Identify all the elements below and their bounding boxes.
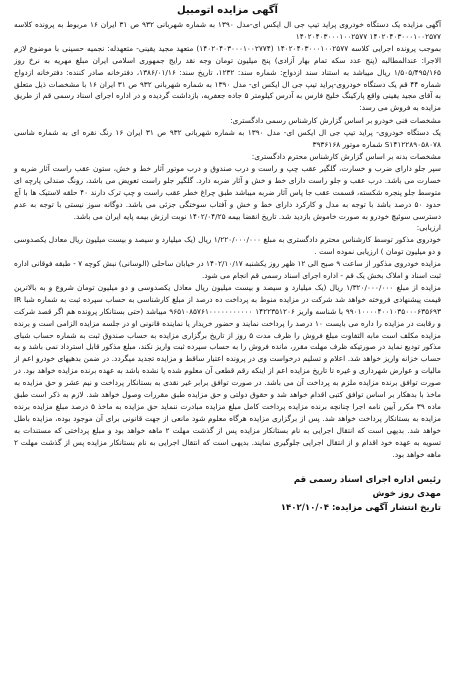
auction-time-place-paragraph: مزایده خودروی مذکور از ساعت ۹ صبح الی ۱۲ ظهر روز یکشنبه ۱۴۰۲/۱۰/۱۷ در خیابان ساحلی (الوسانی) نبش کوچه ۷ - طبقه فوقانی اداره ثبت اسناد و املاک بخش یک قم - اداره اجرای اسناد رسمی قم انجام می شود. — [14, 259, 441, 281]
technical-specs-heading: مشخصات فنی خودرو بر اساس گزارش کارشناس رسمی دادگستری: — [230, 116, 441, 126]
signatory-name: مهدی روز خوش — [372, 488, 441, 499]
valuation-paragraph: خودروی مذکور توسط کارشناس محترم دادگستری به مبلغ ۱/۲۲۰/۰۰۰/۰۰۰ ریال (یک میلیارد و سیصد و بیست میلیون ریال معادل یکصدوسی و دو میلیون تومان ) ارزیابی نموده است . — [14, 235, 441, 257]
publication-date: تاریخ انتشار آگهی مزایده: ۱۴۰۲/۱۰/۰۴ — [280, 502, 441, 513]
auction-terms-paragraph: مزایده از مبلغ ۱/۳۲۰/۰۰۰/۰۰۰ ریال (یک میلیارد و سیصد و بیست میلیون ریال معادل یکصدوسی و دو میلیون تومان شروع و به بالاترین قیمت پیشنهادی فروخته خواهد شد شرکت در مزایده منوط به پرداخت ده درصد از مبلغ کارشناسی به حساب سپرده ثبت به شماره شبا IR ۹۹۰۱۰۰۰۰۴۰۰۱۰۳۵۰۰۰۶۳۵۶۹۳ با شناسه واریز ۱۴۲۲۳۵۱۲۰۶ ۹۶۵۱۰۸۵۷۶۱۰۰۰۰۰۰۰۰۰۰۰ میباشد (حتی بستانکار پرونده هم اگر قصد شرکت و رقابت در مزایده را داره می بایست ۱۰ درصد را پرداخت نمایند و حضور خریدار یا نماینده قانونی او در جلسه مزایده الزامی است و برنده مزایده مکلف است مابه التفاوت مبلغ فروش را ظرف مدت ۵ روز از تاریخ برگزاری مزایده به حساب صندوق ثبت به شماره حساب شبای مذکور تودیع نماید در صورتیکه ظرف مهلت مقرر، مانده فروش را به حساب سپرده ثبت واریز نکند، مبلغ مذکور قابل استرداد نمی باشد و به حساب خزانه واریز خواهد شد. اعلام و تسلیم درخواست وی در پرونده اعتبار ساقط و مزایده تجدید میگردد. در ضمن بدهیهای خودرو اعم از مالیات و عوارض شهرداری و غیره تا تاریخ مزایده اعم از اینکه رقم قطعی آن معلوم شده یا نشده باشد به عهده برنده مزایده خواهد بود. در صورت توافق برنده مزایده ملزم به پرداخت آن می باشد. در صورت توافق برابر غیر نقدی به بستانکار پرداخت و نیم عشر و حق مزایده به ماخذ با بدهکار بر اساس توافق کتبی اقدام خواهد شد و حقوق دولتی و حق مزایده طبق مقررات وصول خواهد شد. لازم به ذکر است طبق ماده ۳۹ مکرر آیین نامه اجرا چنانچه برنده مزایده پرداخت کامل مبلغ مزایده مبادرت ننماید حق مزایده به ماخذ ۵ درصد مبلغ مزایده برنده مزایده به بستانکار پرداخت خواهد شد. پس از برگزاری مزایده هرگاه معلوم شود مانعی از جهت قانونی برای آن موجود بوده، مزایده باطل خواهد شد. بدیهی است که انتقال اجرایی به نام بستانکار مزایده پس از گذشت مهلت ۲ ماهه خواهد بود و مبلغ پرداختی که مستندات به تسویه به عهده خود اقدام و از انتقال اجرایی جلوگیری نمایند. بدیهی است که انتقال اجرایی به نام بستانکار مزایده پس از گذشت مهلت ۲ ماهه خواهد بود. — [14, 282, 442, 459]
case-details-paragraph: بموجب پرونده اجرایی کلاسه ۱۴۰۲۰۴۰۳۰۰۰۱۰۰۲۵۷۷ (۱۴۰۲۰۴۰۳۰۰۰۱۰۰۲۷۷۴) متعهد مجید یقینی- متعهدله: نجمیه حسینی با موضوع لازم الاجرا: عندالمطالبه (پنج عدد سکه تمام بهار آزادی) پنج میلیون تومان وجه نقد رایج جمهوری اسلامی ایران مبلغ مهریه به نرخ روز ۱/۵۰۵/۴۹۵/۱۶۵ ریال میباشد به استناد سند ازدواج: شماره سند: ۱۲۳۲، تاریخ سند: ۱۳۸۶/۰۱/۱۶، دفترخانه صادر کننده: دفترخانه ازدواج شماره ۴۴ قم یک دستگاه خودروی-پراید تیپ جی ال ایکس ای- مدل ۱۳۹۰ به شماره شهربانی ۹۳۲ ص ۳۱ ایران ۱۶ با مشخصات ذیل متعلق به آقای مجید یقینی واقع پارکینگ خلیج فارس به آدرس کیلومتر ۵ جاده جعفریه، بازداشت گردیده و در اداره اجرای اسناد رسمی قم از طریق مزایده به فروش می رسد: — [14, 43, 442, 113]
signatory-title: رئیس اداره اجرای اسناد رسمی قم — [293, 474, 441, 485]
notice-title: آگهی مزایده اتومبیل — [177, 5, 278, 16]
valuation-heading: ارزیابی: — [416, 223, 441, 233]
notice-heading-paragraph: آگهی مزایده یک دستگاه خودروی پراید تیپ جی ال ایکس ای-مدل ۱۳۹۰ به شماره شهربانی ۹۳۲ ص ۳۱ ایران ۱۶ مربوط به پرونده کلاسه ۱۴۰۲۰۴۰۳۰۰۰۱۰۰۲۵۷۷ ۱۴۰۲۰۴۰۳۰۰۰۱۰۰۲۵۷۷ — [14, 20, 442, 41]
vehicle-identification-paragraph: یک دستگاه خودروی- پراید تیپ جی ال ایکس ای- مدل ۱۳۹۰ به شماره شهربانی ۹۳۲ ص ۳۱ ایران ۱۶ رنگ نقره ای به شماره شاسی S۱۴۱۲۲۸۹۰۵۸۰۷۸ شماره موتور ۳۹۳۶۱۶۸ — [14, 128, 441, 150]
body-condition-paragraph: سپر جلو دارای ضرب و خسارت، گلگیر عقب چپ و راست و درب صندوق و درب موتور آثار خط و خش، ستون عقب راست آثار ضربه و خسارت می باشد. درب عقب و جلو راست دارای خط و خش و آثار ضربه دارد. گلگیر جلو راست تعویض می باشد، رونگ صندلی پارچه ای متوسط جلو پنجره شکسته، قسمت عقب جا پاس آثار ضربه میباشد طبق چراغ خطر عقب راست و چپ ترک دارند ۴۰ حلقه لاستیک ها با آچ حدود ۵۰ درصد باشد با توجه به مدل و کارکرد دارای خط و خش و آفتاب سوختگی جزئی می باشد. دوگانه سوز نیستی با توجه به عدم دسترسی سوئیچ خودرو به صورت خاموش بازدید شد. تاریخ انقضا بیمه ۱۴۰۲/۰۴/۲۵ نوبت ارزش بیمه پایه ایران می باشد. — [14, 163, 442, 221]
body-specs-heading: مشخصات بدنه بر اساس گزارش کارشناس محترم دادگستری: — [251, 151, 441, 161]
signature-block — [14, 473, 441, 515]
